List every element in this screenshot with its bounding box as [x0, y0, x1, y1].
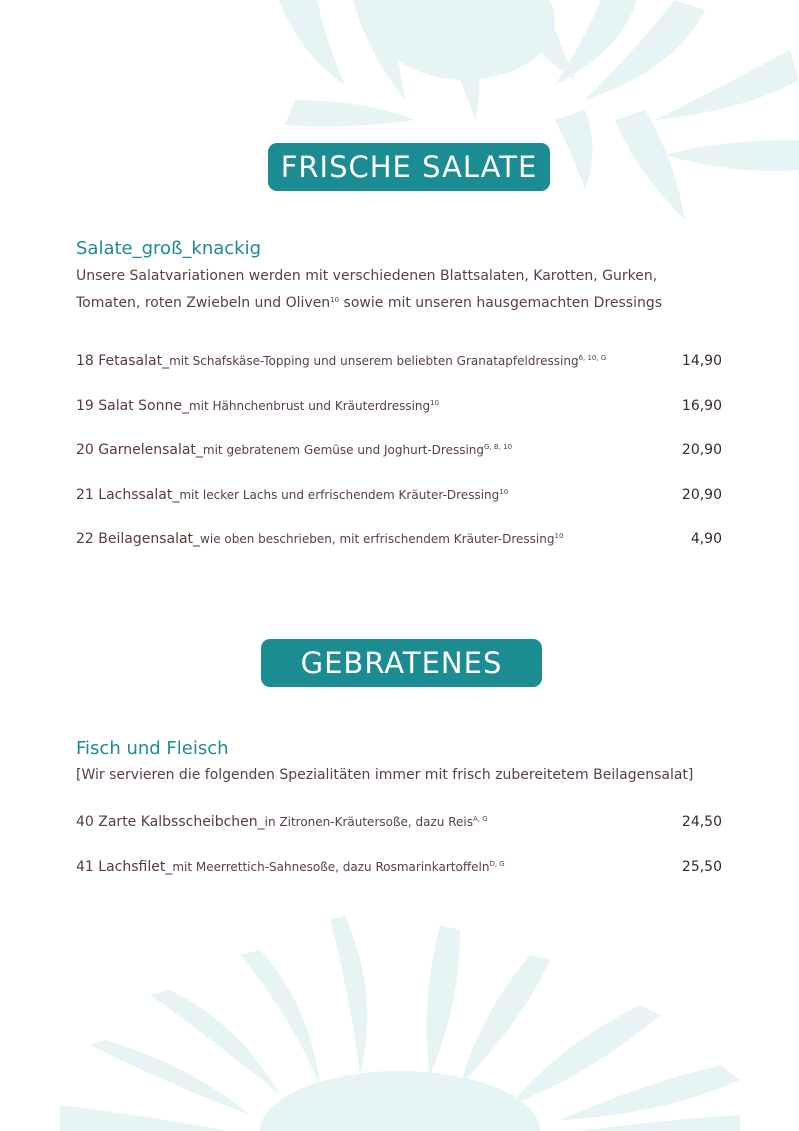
item-description: mit Schafskäse-Topping und unserem beliebten Granatapfeldressing — [169, 354, 579, 368]
item-description: mit lecker Lachs und erfrischendem Kräuter-Dressing — [179, 488, 500, 502]
item-price: 20,90 — [681, 442, 722, 458]
category-description: [Wir servieren die folgenden Spezialitäten immer mit frisch zubereitetem Beilagensalat] — [76, 767, 694, 783]
menu-item — [76, 856, 722, 878]
item-price: 24,50 — [681, 814, 722, 830]
allergen-note: A, G — [473, 815, 488, 823]
section-banner-frische-salate: FRISCHE SALATE — [268, 143, 550, 191]
item-name: 41 Lachsfilet_ — [76, 859, 173, 875]
item-name: 40 Zarte Kalbsscheibchen_ — [76, 814, 265, 830]
allergen-note: D, G — [489, 860, 505, 868]
item-price: 25,50 — [681, 859, 722, 875]
item-price: 20,90 — [681, 487, 722, 503]
item-name: 18 Fetasalat_ — [76, 353, 170, 369]
item-price: 4,90 — [690, 531, 722, 547]
item-description: mit Hähnchenbrust und Kräuterdressing — [188, 399, 431, 413]
item-name: 22 Beilagensalat_ — [76, 531, 201, 547]
item-price: 16,90 — [681, 398, 722, 414]
allergen-note: 10 — [430, 399, 440, 407]
item-description: wie oben beschrieben, mit erfrischendem Kräuter-Dressing — [200, 532, 555, 546]
menu-item — [76, 484, 722, 506]
item-name: 20 Garnelensalat_ — [76, 442, 203, 458]
allergen-note: 10 — [554, 532, 564, 540]
description-line: Tomaten, roten Zwiebeln und Oliven$^{10}$ sowie mit unseren hausgemachten Dressings — [76, 295, 663, 311]
category-description — [76, 264, 756, 315]
item-description: mit Meerrettich-Sahnesoße, dazu Rosmarinkartoffeln — [172, 860, 490, 874]
menu-item — [76, 528, 722, 550]
item-price: 14,90 — [681, 353, 722, 369]
menu-item — [76, 395, 722, 417]
allergen-note: 6, 10, G — [578, 354, 607, 362]
allergen-note: G, B, 10 — [484, 443, 513, 451]
sun-decoration-top — [255, 0, 799, 240]
section-banner-gebratenes: GEBRATENES — [261, 639, 542, 687]
category-title: Salate_groß_knackig — [76, 238, 262, 259]
item-name: 21 Lachssalat_ — [76, 487, 180, 503]
menu-item — [76, 439, 722, 461]
item-name: 19 Salat Sonne_ — [76, 398, 189, 414]
description-line: Unsere Salatvariationen werden mit verschiedenen Blattsalaten, Karotten, Gurken, — [76, 268, 658, 284]
menu-item — [76, 811, 722, 833]
category-title: Fisch und Fleisch — [76, 738, 229, 759]
allergen-note: 10 — [499, 488, 509, 496]
sun-decoration-bottom — [60, 915, 740, 1131]
item-description: in Zitronen-Kräutersoße, dazu Reis — [264, 815, 473, 829]
menu-item — [76, 350, 722, 372]
item-description: mit gebratenem Gemüse und Joghurt-Dressing — [202, 443, 485, 457]
